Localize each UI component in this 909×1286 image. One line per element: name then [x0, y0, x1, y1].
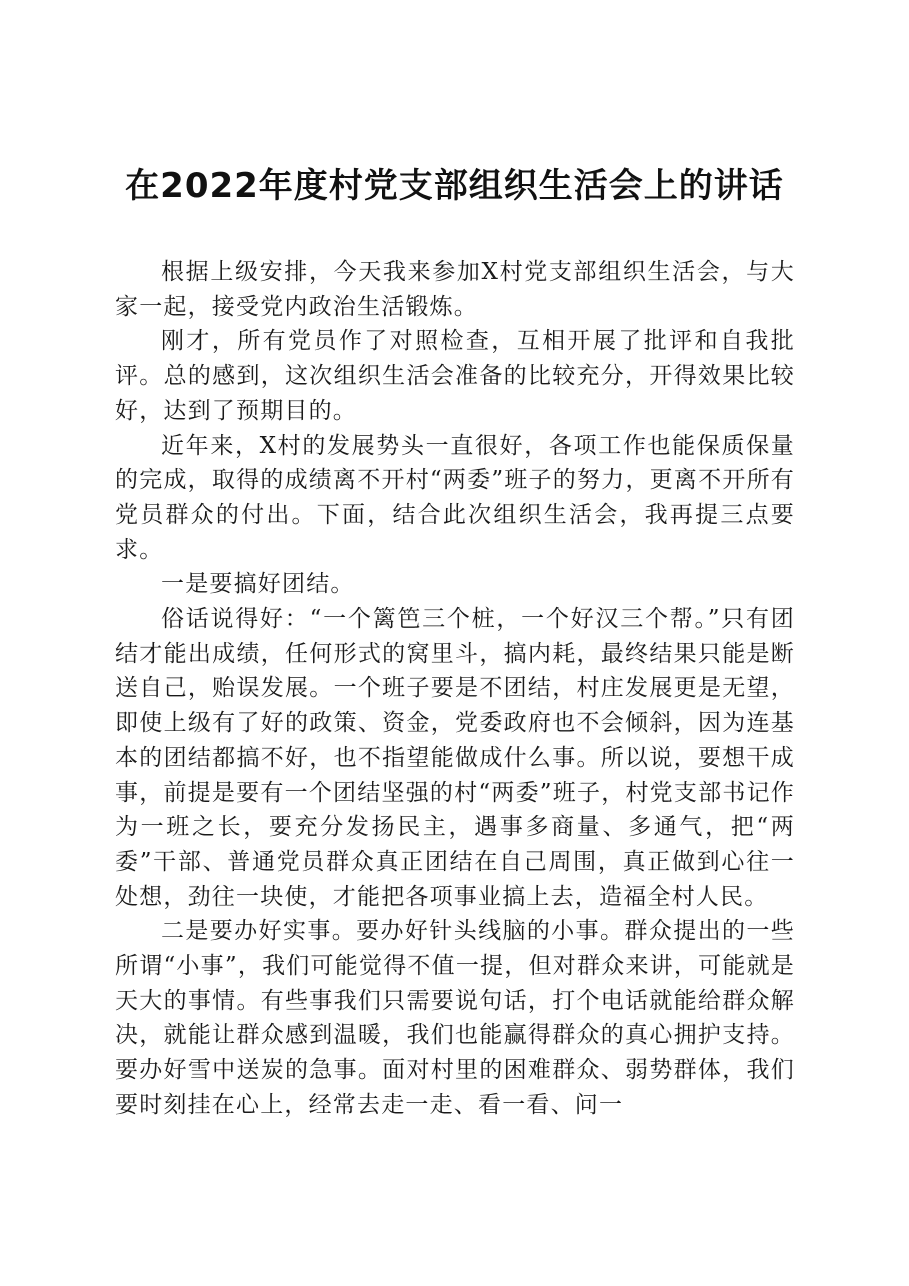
paragraph-6: 二是要办好实事。要办好针头线脑的小事。群众提出的一些所谓“小事”，我们可能觉得不值一提，但对群众来讲，可能就是天大的事情。有些事我们只需要说句话，打个电话就能给群众解决，就能让群众感到温暖，我们也能赢得群众的真心拥护支持。要办好雪中送炭的急事。面对村里的困难群众、弱势群体，我们要时刻挂在心上，经常去走一走、看一看、问一 [115, 918, 795, 1118]
document-body [115, 255, 795, 1123]
document-title: 在2022年度村党支部组织生活会上的讲话 [125, 166, 784, 206]
paragraph-4-heading: 一是要搞好团结。 [161, 571, 355, 598]
paragraph-3: 近年来，X村的发展势头一直很好，各项工作也能保质保量的完成，取得的成绩离不开村“两委”班子的努力，更离不开所有党员群众的付出。下面，结合此次组织生活会，我再提三点要求。 [115, 432, 795, 563]
paragraph-2: 刚才，所有党员作了对照检查，互相开展了批评和自我批评。总的感到，这次组织生活会准备的比较充分，开得效果比较好，达到了预期目的。 [115, 328, 795, 424]
paragraph-1: 根据上级安排，今天我来参加X村党支部组织生活会，与大家一起，接受党内政治生活锻炼。 [115, 259, 795, 320]
paragraph-5: 俗话说得好：“一个篱笆三个桩，一个好汉三个帮。”只有团结才能出成绩，任何形式的窝里斗，搞内耗，最终结果只能是断送自己，贻误发展。一个班子要是不团结，村庄发展更是无望，即使上级有了好的政策、资金，党委政府也不会倾斜，因为连基本的团结都搞不好，也不指望能做成什么事。所以说，要想干成事，前提是要有一个团结坚强的村“两委”班子，村党支部书记作为一班之长，要充分发扬民主，遇事多商量、多通气，把“两委”干部、普通党员群众真正团结在自己周围，真正做到心往一处想，劲往一块使，才能把各项事业搞上去，造福全村人民。 [115, 606, 795, 910]
